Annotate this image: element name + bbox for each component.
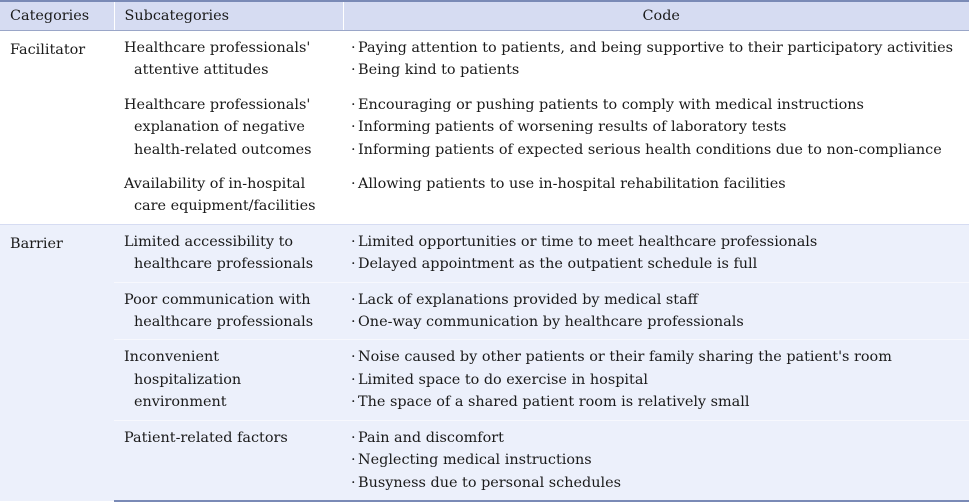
- bullet-icon: ·: [351, 176, 356, 193]
- code-cell: [343, 167, 969, 224]
- code-text: One-way communication by healthcare professionals: [358, 314, 744, 331]
- code-text: Delayed appointment as the outpatient schedule is full: [358, 256, 758, 273]
- bullet-icon: ·: [351, 314, 356, 331]
- table-row: [0, 88, 969, 167]
- bullet-icon: ·: [351, 256, 356, 273]
- code-text: Limited opportunities or time to meet healthcare professionals: [358, 233, 818, 250]
- bullet-icon: ·: [351, 141, 356, 158]
- subcategory-text: Healthcare professionals' explanation of negative health-related outcomes: [124, 96, 312, 158]
- code-text: Pain and discomfort: [358, 429, 504, 446]
- subcategory-text: Inconvenient hospitalization environment: [124, 349, 242, 411]
- code-text: Informing patients of worsening results of laboratory tests: [358, 119, 787, 136]
- code-item: [351, 391, 965, 413]
- bullet-icon: ·: [351, 96, 356, 113]
- code-text: Noise caused by other patients or their family sharing the patient's room: [358, 349, 892, 366]
- code-item: [351, 116, 965, 138]
- bullet-icon: ·: [351, 291, 356, 308]
- category-cell-barrier: Barrier: [0, 224, 114, 501]
- code-cell: [343, 340, 969, 420]
- code-item: [351, 94, 965, 116]
- code-item: [351, 37, 965, 59]
- subcategory-cell: [114, 340, 343, 420]
- table-header: [0, 1, 969, 31]
- code-item: [351, 311, 965, 333]
- subcategory-text: Limited accessibility to healthcare professionals: [124, 233, 314, 273]
- bullet-icon: ·: [351, 40, 356, 56]
- bullet-icon: ·: [351, 394, 356, 411]
- code-item: [351, 369, 965, 391]
- subcategory-text: Patient-related factors: [124, 429, 288, 446]
- subcategory-cell: [114, 88, 343, 167]
- bullet-icon: ·: [351, 119, 356, 136]
- subcategory-cell: [114, 167, 343, 224]
- code-text: Busyness due to personal schedules: [358, 474, 621, 491]
- bullet-icon: ·: [351, 371, 356, 388]
- code-cell: [343, 224, 969, 282]
- subcategory-text: Healthcare professionals' attentive attitudes: [124, 40, 311, 79]
- code-text: Being kind to patients: [358, 62, 520, 79]
- code-item: [351, 139, 965, 161]
- table-row: [0, 167, 969, 224]
- code-text: Lack of explanations provided by medical staff: [358, 291, 698, 308]
- category-cell-facilitator: Facilitator: [0, 31, 114, 225]
- table-body: [0, 31, 969, 501]
- code-item: [351, 253, 965, 275]
- code-text: Neglecting medical instructions: [358, 452, 592, 469]
- bullet-icon: ·: [351, 349, 356, 366]
- code-cell: [343, 31, 969, 88]
- table-row: [0, 420, 969, 501]
- code-item: [351, 346, 965, 368]
- subcategory-text: Availability of in-hospital care equipment/facilities: [124, 176, 316, 215]
- bullet-icon: ·: [351, 452, 356, 469]
- code-item: [351, 427, 965, 449]
- bullet-icon: ·: [351, 474, 356, 491]
- code-text: Paying attention to patients, and being supportive to their participatory activities: [358, 40, 953, 56]
- code-text: Limited space to do exercise in hospital: [358, 371, 648, 388]
- code-item: [351, 289, 965, 311]
- code-item: [351, 231, 965, 253]
- subcategory-cell: [114, 420, 343, 501]
- header-code: Code: [343, 1, 969, 31]
- code-text: Informing patients of expected serious health conditions due to non-compliance: [358, 141, 942, 158]
- header-row: [0, 1, 969, 31]
- header-categories: Categories: [0, 1, 114, 31]
- code-text: Encouraging or pushing patients to comply with medical instructions: [358, 96, 864, 113]
- header-subcategories: Subcategories: [114, 1, 343, 31]
- subcategory-cell: [114, 282, 343, 340]
- table-row: [0, 282, 969, 340]
- code-cell: [343, 420, 969, 501]
- subcategory-cell: [114, 31, 343, 88]
- code-cell: [343, 88, 969, 167]
- table-row: [0, 224, 969, 282]
- subcategory-text: Poor communication with healthcare professionals: [124, 291, 314, 331]
- code-text: The space of a shared patient room is relatively small: [358, 394, 750, 411]
- code-item: [351, 59, 965, 81]
- code-item: [351, 449, 965, 471]
- bullet-icon: ·: [351, 233, 356, 250]
- code-cell: [343, 282, 969, 340]
- table-row: [0, 31, 969, 88]
- code-item: [351, 173, 965, 195]
- subcategory-cell: [114, 224, 343, 282]
- code-text: Allowing patients to use in-hospital rehabilitation facilities: [358, 176, 786, 193]
- table-row: [0, 340, 969, 420]
- bullet-icon: ·: [351, 62, 356, 79]
- bullet-icon: ·: [351, 429, 356, 446]
